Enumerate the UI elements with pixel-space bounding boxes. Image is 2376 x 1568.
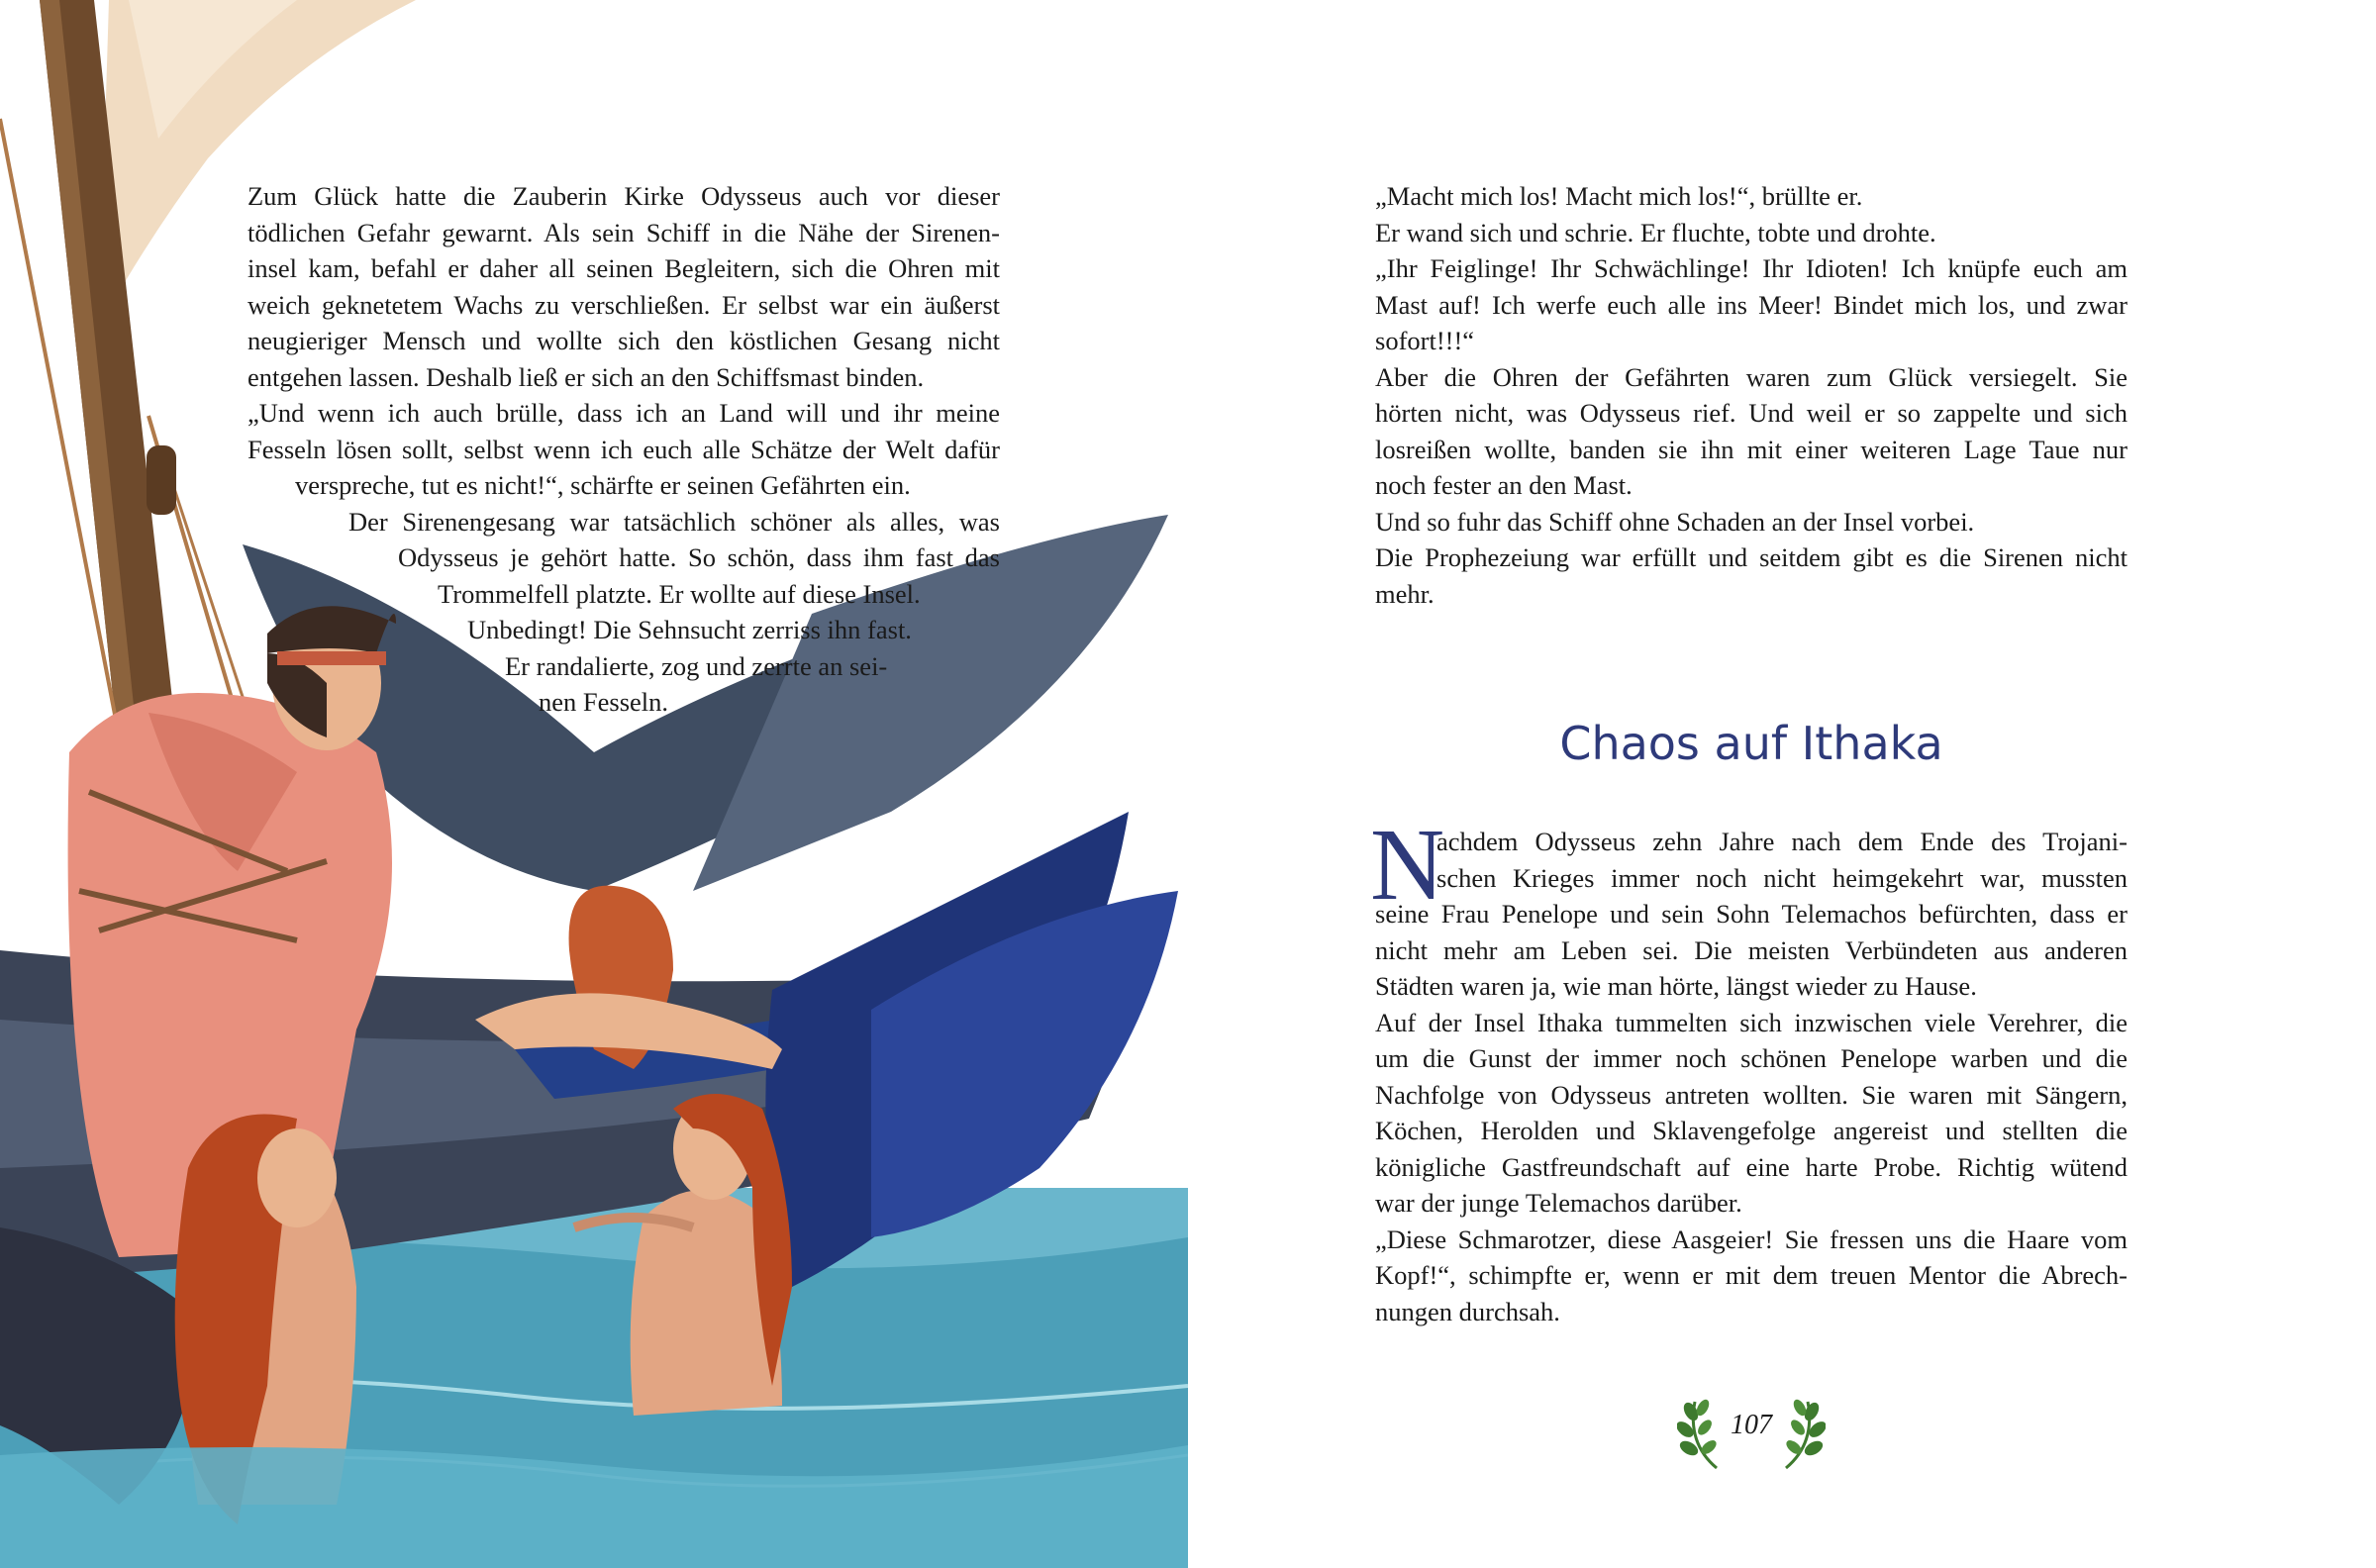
- text-line: „Ihr Feiglinge! Ihr Schwächlinge! Ihr Idioten! Ich knüpfe euch am: [1375, 253, 2128, 283]
- text-line: Und so fuhr das Schiff ohne Schaden an der Insel vorbei.: [1375, 506, 1975, 537]
- page-number: 107: [1731, 1410, 1772, 1440]
- text-line: Die Prophezeiung war erfüllt und seitdem gibt es die Sirenen nicht: [1375, 542, 2128, 572]
- left-page-text: [248, 178, 1000, 721]
- text-line: achdem Odysseus zehn Jahre nach dem Ende des Trojani-: [1436, 827, 2128, 856]
- text-line: verspreche, tut es nicht!“, schärfte er seinen Gefährten ein.: [295, 470, 911, 500]
- text-line: tödlichen Gefahr gewarnt. Als sein Schiff in die Nähe der Sirenen-: [248, 217, 1000, 247]
- text-line: Unbedingt! Die Sehnsucht zerriss ihn fast.: [467, 615, 912, 644]
- text-line: Er wand sich und schrie. Er fluchte, tobte und drohte.: [1375, 217, 1936, 247]
- text-line: Auf der Insel Ithaka tummelten sich inzwischen viele Verehrer, die: [1375, 1007, 2128, 1037]
- drop-cap: N: [1370, 808, 1445, 922]
- text-line: weich geknetetem Wachs zu verschließen. Er selbst war ein äußerst: [248, 289, 1000, 320]
- text-line: „Diese Schmarotzer, diese Aasgeier! Sie fressen uns die Haare vom: [1375, 1224, 2128, 1254]
- text-line: sofort!!!“: [1375, 326, 1475, 355]
- text-line: nen Fesseln.: [539, 687, 669, 717]
- right-page-top-text: [1375, 178, 2128, 612]
- text-line: nicht mehr am Leben sei. Die meisten Verbündeten aus anderen: [1375, 934, 2128, 965]
- text-line: Aber die Ohren der Gefährten waren zum Glück versiegelt. Sie: [1375, 361, 2128, 392]
- laurel-right-icon: [1776, 1394, 1826, 1473]
- text-line: Fesseln lösen sollt, selbst wenn ich euch alle Schätze der Welt dafür: [248, 434, 1000, 464]
- text-line: um die Gunst der immer noch schönen Penelope warben und die: [1375, 1043, 2128, 1073]
- text-line: „Macht mich los! Macht mich los!“, brüllte er.: [1375, 181, 1863, 211]
- text-line: losreißen wollte, banden sie ihn mit einer weiteren Lage Taue nur: [1375, 434, 2128, 464]
- text-line: Zum Glück hatte die Zauberin Kirke Odysseus auch vor dieser: [248, 181, 1000, 211]
- text-line: mehr.: [1375, 578, 1435, 609]
- text-line: Odysseus je gehört hatte. So schön, dass ihm fast das: [398, 542, 1000, 572]
- text-line: Städten waren ja, wie man hörte, längst wieder zu Hause.: [1375, 971, 1977, 1001]
- text-line: Mast auf! Ich werfe euch alle ins Meer! Bindet mich los, und zwar: [1375, 289, 2128, 320]
- text-line: entgehen lassen. Deshalb ließ er sich an den Schiffsmast binden.: [248, 361, 925, 392]
- text-line: Köchen, Herolden und Sklavengefolge angereist und stellten die: [1375, 1116, 2128, 1145]
- text-line: Nachfolge von Odysseus antreten wollten. Sie waren mit Sängern,: [1375, 1079, 2128, 1110]
- text-line: „Und wenn ich auch brülle, dass ich an Land will und ihr meine: [248, 398, 1000, 428]
- text-line: schen Krieges immer noch nicht heimgekehrt war, mussten: [1436, 862, 2128, 893]
- text-line: königliche Gastfreundschaft auf eine harte Probe. Richtig wütend: [1375, 1151, 2128, 1182]
- text-line: seine Frau Penelope und sein Sohn Telemachos befürchten, dass er: [1375, 899, 2128, 929]
- text-line: hörten nicht, was Odysseus rief. Und weil er so zappelte und sich: [1375, 398, 2128, 428]
- chapter-body-text: [1375, 824, 2128, 1329]
- text-line: Er randalierte, zog und zerrte an sei-: [505, 650, 888, 681]
- page-number-ornament: [1677, 1394, 1826, 1473]
- text-line: insel kam, befahl er daher all seinen Begleitern, sich die Ohren mit: [248, 253, 1000, 283]
- text-line: Der Sirenengesang war tatsächlich schöner als alles, was: [348, 506, 1000, 537]
- text-line: nungen durchsah.: [1375, 1296, 1560, 1326]
- text-line: neugieriger Mensch und wollte sich den köstlichen Gesang nicht: [248, 326, 1000, 355]
- text-line: war der junge Telemachos darüber.: [1375, 1188, 1742, 1218]
- chapter-heading: Chaos auf Ithaka: [1559, 717, 1943, 770]
- text-line: Kopf!“, schimpfte er, wenn er mit dem treuen Mentor die Abrech-: [1375, 1260, 2128, 1290]
- text-line: Trommelfell platzte. Er wollte auf diese Insel.: [438, 578, 921, 609]
- text-line: noch fester an den Mast.: [1375, 470, 1633, 500]
